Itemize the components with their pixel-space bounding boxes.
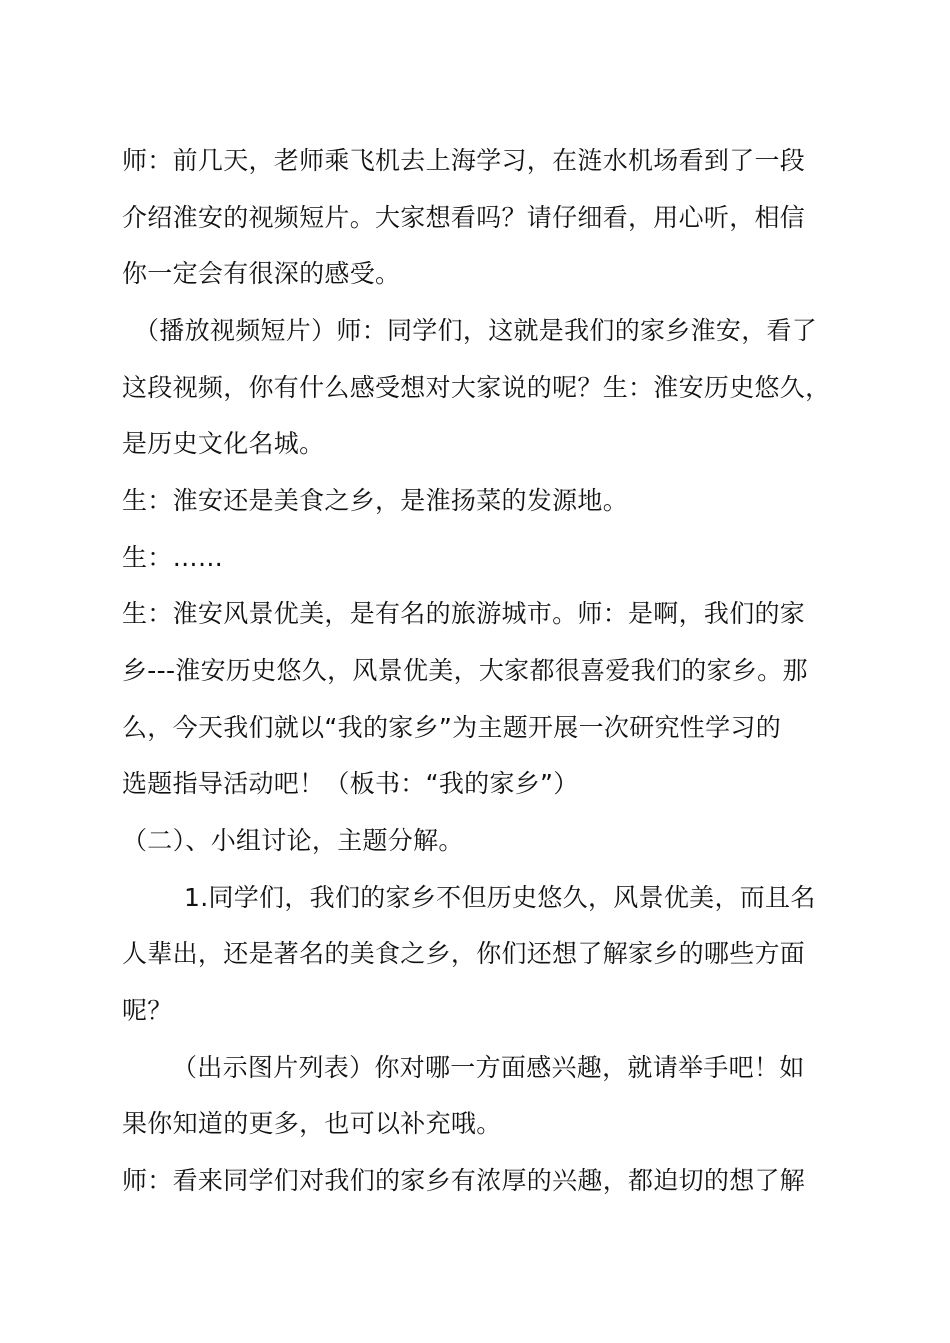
text-line: 这段视频，你有什么感受想对大家说的呢？生：淮安历史悠久，: [122, 373, 831, 402]
text-line: 果你知道的更多，也可以补充哦。: [122, 1109, 502, 1138]
text-line: 生：淮安风景优美，是有名的旅游城市。师：是啊，我们的家: [122, 599, 806, 628]
text-line: 师：前几天，老师乘飞机去上海学习，在涟水机场看到了一段: [122, 146, 806, 175]
text-line: 是历史文化名城。: [122, 429, 325, 458]
text-line: 你一定会有很深的感受。: [122, 259, 401, 288]
text-line: 呢？: [122, 996, 173, 1025]
text-line: 人辈出，还是著名的美食之乡，你们还想了解家乡的哪些方面: [122, 939, 806, 968]
text-line: 师：看来同学们对我们的家乡有浓厚的兴趣，都迫切的想了解: [122, 1166, 806, 1195]
text-line: 选题指导活动吧！（板书：“我的家乡”）: [122, 769, 579, 798]
text-line: 生：淮安还是美食之乡，是淮扬菜的发源地。: [122, 486, 629, 515]
section-heading: （二）、小组讨论，主题分解。: [122, 826, 464, 855]
text-line: 生：……: [122, 543, 224, 572]
text-line: 介绍淮安的视频短片。大家想看吗？请仔细看，用心听，相信: [122, 203, 806, 232]
text-line: （出示图片列表）你对哪一方面感兴趣，就请举手吧！如: [172, 1053, 805, 1082]
text-line: 乡---淮安历史悠久，风景优美，大家都很喜爱我们的家乡。那: [122, 656, 808, 685]
text-line: 么，今天我们就以“我的家乡”为主题开展一次研究性学习的: [122, 713, 782, 742]
text-line: 1.同学们，我们的家乡不但历史悠久，风景优美，而且名: [184, 883, 816, 912]
text-line: （播放视频短片）师：同学们，这就是我们的家乡淮安，看了: [134, 316, 818, 345]
